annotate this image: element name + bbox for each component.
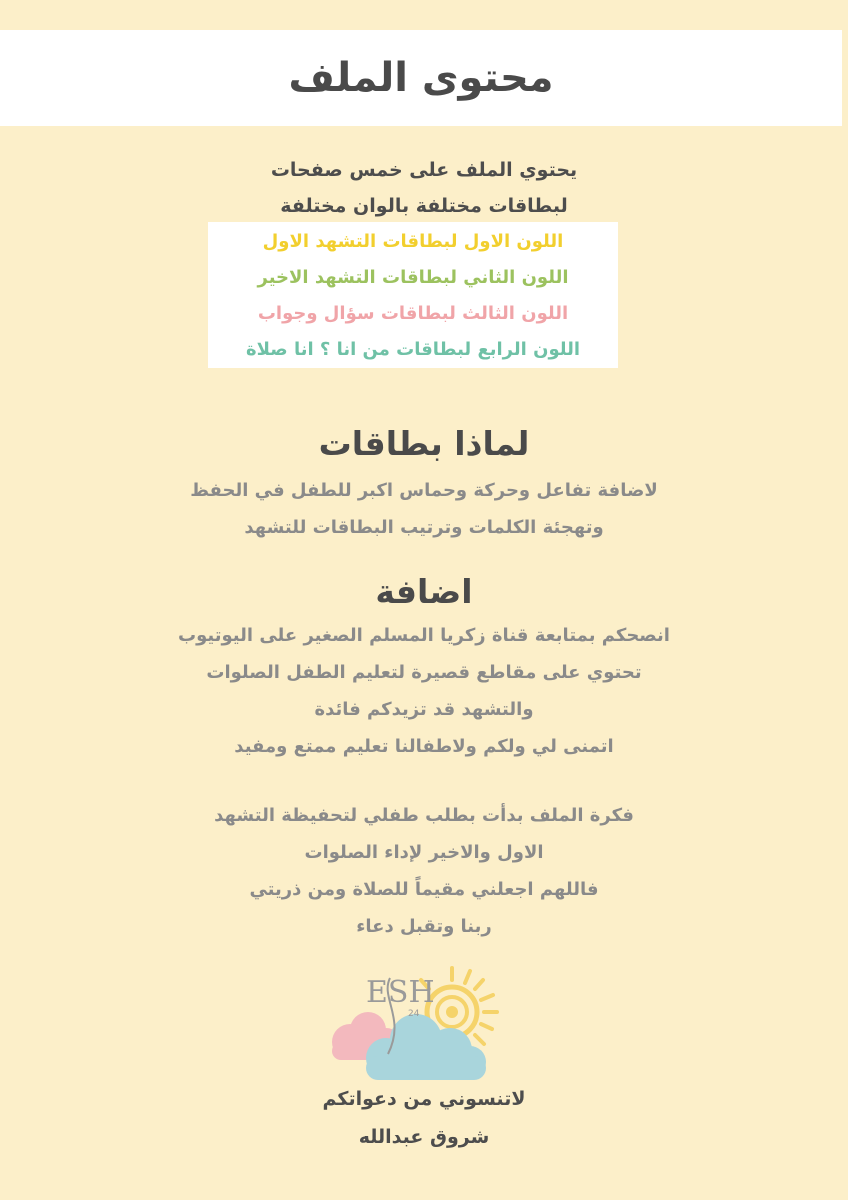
why-cards-heading: لماذا بطاقات xyxy=(318,424,530,463)
footer xyxy=(0,1080,848,1156)
idea-line: فكرة الملف بدأت بطلب طفلي لتحفيظة التشهد xyxy=(214,805,634,826)
intro-line: يحتوي الملف على خمس صفحات xyxy=(270,159,578,181)
why-cards-text xyxy=(0,472,848,546)
idea-line: ربنا وتقبل دعاء xyxy=(356,916,492,937)
why-line: وتهجئة الكلمات وترتيب البطاقات للتشهد xyxy=(244,517,604,538)
title-banner xyxy=(0,30,842,126)
footer-line: لاتنسوني من دعواتكم xyxy=(322,1088,526,1110)
addition-line: تحتوي على مقاطع قصيرة لتعليم الطفل الصلوات xyxy=(206,662,642,683)
addition-heading: اضافة xyxy=(375,572,473,611)
intro-line: لبطاقات مختلفة بالوان مختلفة xyxy=(280,195,568,217)
idea-line: الاول والاخير لإداء الصلوات xyxy=(304,842,544,863)
logo-letters: ESH xyxy=(366,975,435,1010)
color-line-fourth: اللون الرابع لبطاقات من انا ؟ انا صلاة xyxy=(245,339,581,360)
logo-number: 24 xyxy=(408,1009,420,1019)
addition-line: والتشهد قد تزيدكم فائدة xyxy=(314,699,534,720)
idea-line: فاللهم اجعلني مقيماً للصلاة ومن ذريتي xyxy=(249,879,599,900)
why-line: لاضافة تفاعل وحركة وحماس اكبر للطفل في الحفظ xyxy=(190,480,658,501)
author-name: شروق عبدالله xyxy=(358,1126,490,1148)
addition-line: انصحكم بمتابعة قناة زكريا المسلم الصغير على اليوتيوب xyxy=(178,625,670,646)
logo xyxy=(320,958,510,1086)
page-title: محتوى الملف xyxy=(288,55,554,101)
color-legend-box xyxy=(208,222,618,368)
addition-text xyxy=(0,617,848,765)
file-idea-text xyxy=(0,797,848,945)
addition-line: اتمنى لي ولكم ولاطفالنا تعليم ممتع ومفيد xyxy=(234,736,614,757)
color-line-second: اللون الثاني لبطاقات التشهد الاخير xyxy=(257,267,569,288)
intro-text xyxy=(0,152,848,224)
color-line-third: اللون الثالث لبطاقات سؤال وجواب xyxy=(257,303,569,324)
color-line-first: اللون الاول لبطاقات التشهد الاول xyxy=(262,231,564,252)
